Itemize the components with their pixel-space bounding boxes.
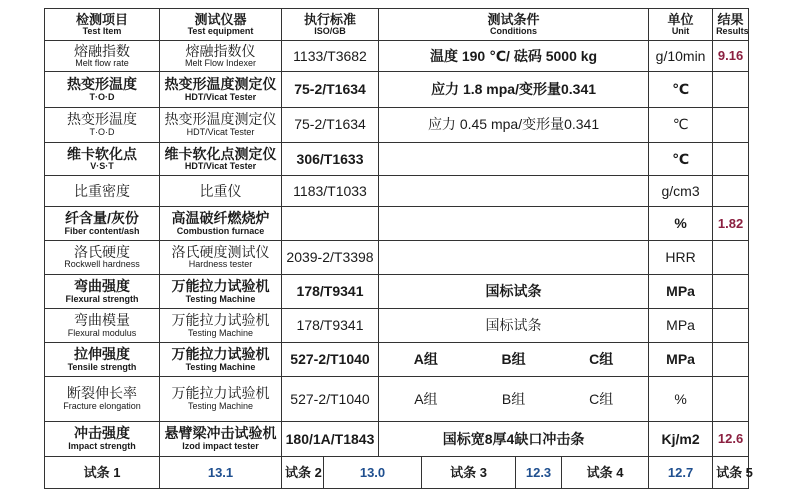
result-cell <box>713 142 749 175</box>
test-item-name: 洛氏硬度 <box>74 243 130 260</box>
table-row <box>45 41 749 72</box>
equipment-name: 熔融指数仪 <box>185 42 256 59</box>
table-row <box>45 207 749 240</box>
standard-cell: 178/T9341 <box>282 274 379 308</box>
condition-group-label: B组 <box>501 390 526 407</box>
sample-label: 试条 4 <box>562 456 649 488</box>
test-item-english: Fiber content/ash <box>64 225 140 236</box>
unit-cell: % <box>649 207 713 240</box>
table-row <box>45 376 749 422</box>
sample-value: 13.1 <box>160 456 282 488</box>
equipment-name: 热变形温度测定仪 <box>164 111 277 128</box>
test-item-cell <box>45 41 160 72</box>
condition-cell: 国标试条 <box>379 274 649 308</box>
standard-cell: 527-2/T1040 <box>282 343 379 376</box>
test-item-name: 比重密度 <box>74 182 130 199</box>
test-item-english: T·O·D <box>89 126 115 137</box>
condition-cell <box>379 343 649 376</box>
equipment-english: Combustion furnace <box>176 225 265 236</box>
standard-cell: 1183/T1033 <box>282 176 379 207</box>
test-item-english: T·O·D <box>89 91 115 102</box>
unit-cell: HRR <box>649 240 713 274</box>
test-item-name: 弯曲模量 <box>74 312 130 329</box>
standard-cell: 75-2/T1634 <box>282 72 379 107</box>
test-item-name: 拉伸强度 <box>74 346 130 362</box>
condition-cell <box>379 176 649 207</box>
equipment-cell <box>160 107 282 142</box>
standard-cell: 1133/T3682 <box>282 41 379 72</box>
equipment-cell <box>160 240 282 274</box>
result-cell <box>713 240 749 274</box>
table-row <box>45 176 749 207</box>
test-item-cell <box>45 176 160 207</box>
sample-label: 试条 3 <box>422 456 516 488</box>
table-row <box>45 142 749 175</box>
result-cell <box>713 72 749 107</box>
result-cell <box>713 376 749 422</box>
condition-cell: 应力 0.45 mpa/变形量0.341 <box>379 107 649 142</box>
table-header-row <box>45 9 749 41</box>
result-cell <box>713 176 749 207</box>
equipment-name: 万能拉力试验机 <box>171 277 270 294</box>
test-item-english: Rockwell hardness <box>64 259 140 270</box>
sample-value: 12.7 <box>649 456 713 488</box>
test-item-english: Flexural strength <box>65 293 139 304</box>
test-item-cell <box>45 107 160 142</box>
unit-cell: MPa <box>649 274 713 308</box>
condition-group-label: A组 <box>413 351 438 368</box>
test-item-english: Impact strength <box>68 441 136 452</box>
equipment-english: HDT/Vicat Tester <box>184 161 257 172</box>
result-cell <box>713 274 749 308</box>
test-item-name: 热变形温度 <box>67 75 137 92</box>
result-cell: 1.82 <box>713 207 749 240</box>
header-test-item: 检测项目 Test Item <box>45 9 160 41</box>
equipment-english: HDT/Vicat Tester <box>184 91 257 102</box>
equipment-cell <box>160 176 282 207</box>
equipment-name: 万能拉力试验机 <box>171 346 270 362</box>
equipment-cell <box>160 309 282 343</box>
condition-cell <box>379 240 649 274</box>
table-row <box>45 309 749 343</box>
equipment-english: HDT/Vicat Tester <box>186 126 255 137</box>
condition-cell: 温度 190 ℃/ 砝码 5000 kg <box>379 41 649 72</box>
condition-cell <box>379 142 649 175</box>
test-results-table <box>44 8 753 489</box>
equipment-english: Melt Flow Indexer <box>184 58 257 69</box>
test-item-cell <box>45 309 160 343</box>
result-cell: 9.16 <box>713 41 749 72</box>
result-cell <box>713 309 749 343</box>
equipment-name: 悬臂梁冲击试验机 <box>164 425 277 442</box>
equipment-english: Testing Machine <box>185 361 256 372</box>
test-item-name: 熔融指数 <box>74 42 130 59</box>
sample-label: 试条 5 <box>713 456 749 488</box>
test-item-cell <box>45 343 160 376</box>
sample-label: 试条 2 <box>282 456 324 488</box>
test-item-name: 纤含量/灰份 <box>65 209 139 226</box>
test-item-english: V·S·T <box>90 161 114 172</box>
equipment-name: 万能拉力试验机 <box>171 312 270 329</box>
sample-value: 13.0 <box>324 456 422 488</box>
test-item-name: 断裂伸长率 <box>67 385 137 402</box>
test-item-english: Melt flow rate <box>75 58 129 69</box>
equipment-name: 热变形温度测定仪 <box>164 75 277 92</box>
sample-results-row <box>45 456 749 488</box>
test-item-name: 维卡软化点 <box>67 145 137 162</box>
equipment-cell <box>160 274 282 308</box>
equipment-cell <box>160 207 282 240</box>
unit-cell: g/cm3 <box>649 176 713 207</box>
test-item-cell <box>45 422 160 456</box>
standard-cell: 180/1A/T1843 <box>282 422 379 456</box>
condition-cell <box>379 376 649 422</box>
standard-cell <box>282 207 379 240</box>
equipment-english: Testing Machine <box>185 293 256 304</box>
result-cell <box>713 107 749 142</box>
condition-cell <box>379 207 649 240</box>
equipment-name: 万能拉力试验机 <box>171 385 270 402</box>
unit-cell: MPa <box>649 343 713 376</box>
sample-label: 试条 1 <box>45 456 160 488</box>
condition-groups <box>382 352 645 367</box>
test-item-english: Flexural modulus <box>67 327 137 338</box>
equipment-cell <box>160 343 282 376</box>
table-row <box>45 72 749 107</box>
header-standard: 执行标准 ISO/GB <box>282 9 379 41</box>
header-equipment: 测试仪器 Test equipment <box>160 9 282 41</box>
table-row <box>45 343 749 376</box>
standard-cell: 306/T1633 <box>282 142 379 175</box>
equipment-english: Testing Machine <box>187 401 254 412</box>
condition-cell: 应力 1.8 mpa/变形量0.341 <box>379 72 649 107</box>
header-unit: 单位 Unit <box>649 9 713 41</box>
test-item-cell <box>45 207 160 240</box>
table-row <box>45 274 749 308</box>
test-item-english: Fracture elongation <box>63 401 141 412</box>
result-cell: 12.6 <box>713 422 749 456</box>
equipment-cell <box>160 41 282 72</box>
standard-cell: 2039-2/T3398 <box>282 240 379 274</box>
condition-group-label: B组 <box>501 351 526 368</box>
test-item-cell <box>45 72 160 107</box>
table-row <box>45 240 749 274</box>
test-item-cell <box>45 240 160 274</box>
equipment-cell <box>160 376 282 422</box>
equipment-english: Izod impact tester <box>182 441 259 452</box>
test-item-name: 热变形温度 <box>67 111 137 128</box>
unit-cell: Kj/m2 <box>649 422 713 456</box>
table-row <box>45 107 749 142</box>
unit-cell: % <box>649 376 713 422</box>
table-row <box>45 422 749 456</box>
condition-group-label: C组 <box>589 390 614 407</box>
equipment-english: Hardness tester <box>188 259 253 270</box>
result-cell <box>713 343 749 376</box>
unit-cell: ℃ <box>649 72 713 107</box>
header-results: 结果 Results <box>713 9 749 41</box>
equipment-cell <box>160 72 282 107</box>
test-item-name: 弯曲强度 <box>74 277 130 294</box>
equipment-name: 比重仪 <box>199 182 242 199</box>
test-item-cell <box>45 274 160 308</box>
sample-value: 12.3 <box>516 456 562 488</box>
unit-cell: ℃ <box>649 107 713 142</box>
standard-cell: 75-2/T1634 <box>282 107 379 142</box>
condition-cell: 国标宽8厚4缺口冲击条 <box>379 422 649 456</box>
equipment-cell <box>160 142 282 175</box>
condition-group-label: A组 <box>414 390 438 407</box>
standard-cell: 527-2/T1040 <box>282 376 379 422</box>
standard-cell: 178/T9341 <box>282 309 379 343</box>
unit-cell: g/10min <box>649 41 713 72</box>
condition-groups <box>382 392 645 407</box>
equipment-name: 洛氏硬度测试仪 <box>171 243 270 260</box>
test-item-cell <box>45 376 160 422</box>
equipment-name: 维卡软化点测定仪 <box>164 145 277 162</box>
header-conditions: 测试条件 Conditions <box>379 9 649 41</box>
equipment-name: 高温破纤燃烧炉 <box>171 209 270 226</box>
unit-cell: MPa <box>649 309 713 343</box>
test-item-english: Tensile strength <box>67 361 137 372</box>
condition-cell: 国标试条 <box>379 309 649 343</box>
test-item-cell <box>45 142 160 175</box>
condition-group-label: C组 <box>589 351 614 368</box>
equipment-cell <box>160 422 282 456</box>
unit-cell: ℃ <box>649 142 713 175</box>
test-item-name: 冲击强度 <box>74 425 130 442</box>
equipment-english: Testing Machine <box>187 327 254 338</box>
